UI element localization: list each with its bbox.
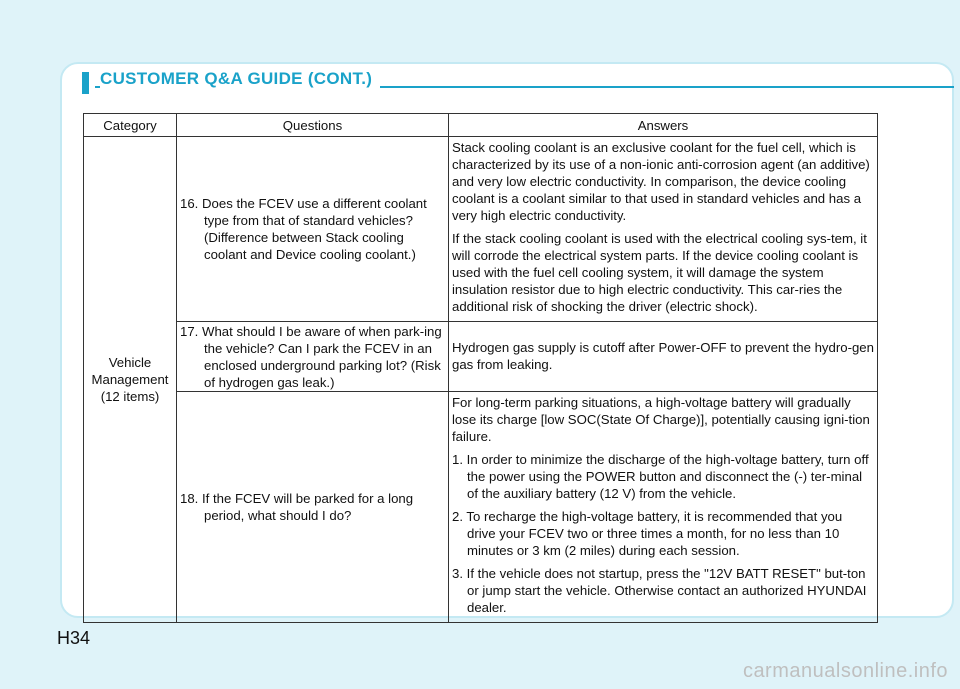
watermark: carmanualsonline.info [742,660,948,682]
category-line: (12 items) [100,389,160,404]
answer-step: 2. To recharge the high-voltage battery, it is recommended that you drive your FCEV two or three times a month, for no less than 10 minutes or 3 km (2 miles) during each session. [452,509,843,558]
table-row [84,137,878,322]
title-accent-bar [82,72,89,94]
page-number: H34 [57,628,91,648]
answer-paragraph: Stack cooling coolant is an exclusive coolant for the fuel cell, which is characterized by its use of a non-ionic anti-corrosion agent (an additive) and very low electric conductivity. In comparison, the device cooling coolant is a coolant similar to that used in standard vehicles and has a very high electric conductivity. [452,140,870,223]
answer-cell [449,137,878,322]
table-row [84,392,878,623]
category-cell [84,137,177,623]
question-cell [177,322,449,392]
answer-cell [449,322,878,392]
column-header-answers: Answers [449,114,878,137]
category-line: Vehicle [108,355,152,370]
column-header-category: Category [84,114,177,137]
section-title: CUSTOMER Q&A GUIDE (CONT.) [100,69,380,89]
answer-step: 3. If the vehicle does not startup, press the "12V BATT RESET" but-ton or jump start the vehicle. Otherwise contact an authorized HYUNDAI dealer. [452,566,867,615]
answer-step: 1. In order to minimize the discharge of the high-voltage battery, turn off the power using the POWER button and disconnect the (-) ter-minal of the auxiliary battery (12 V) from the vehicle. [452,452,869,501]
table-header-row [84,114,878,137]
table-row [84,322,878,392]
category-line: Management [91,372,169,387]
answer-cell [449,392,878,623]
question-cell [177,137,449,322]
question-text: 16. Does the FCEV use a different coolant type from that of standard vehicles? (Difference between Stack cooling coolant and Device cooling coolant.) [180,196,427,262]
question-cell [177,392,449,623]
answer-paragraph: Hydrogen gas supply is cutoff after Power-OFF to prevent the hydro-gen gas from leaking. [452,339,874,372]
qa-table [83,113,878,623]
question-text: 18. If the FCEV will be parked for a long period, what should I do? [180,491,414,523]
answer-paragraph: For long-term parking situations, a high-voltage battery will gradually lose its charge [low SOC(State Of Charge)], potentially causing igni-tion failure. [452,395,870,444]
column-header-questions: Questions [177,114,449,137]
question-text: 17. What should I be aware of when park-ing the vehicle? Can I park the FCEV in an enclosed underground parking lot? (Risk of hydrogen gas leak.) [180,323,442,390]
answer-paragraph: If the stack cooling coolant is used with the electrical cooling sys-tem, it will corrode the electrical system parts. If the device cooling coolant is used with the fuel cell cooling system, it will damage the system insulation resistor due to high electric conductivity. This car-ries the additional risk of shocking the driver (electric shock). [452,231,867,314]
